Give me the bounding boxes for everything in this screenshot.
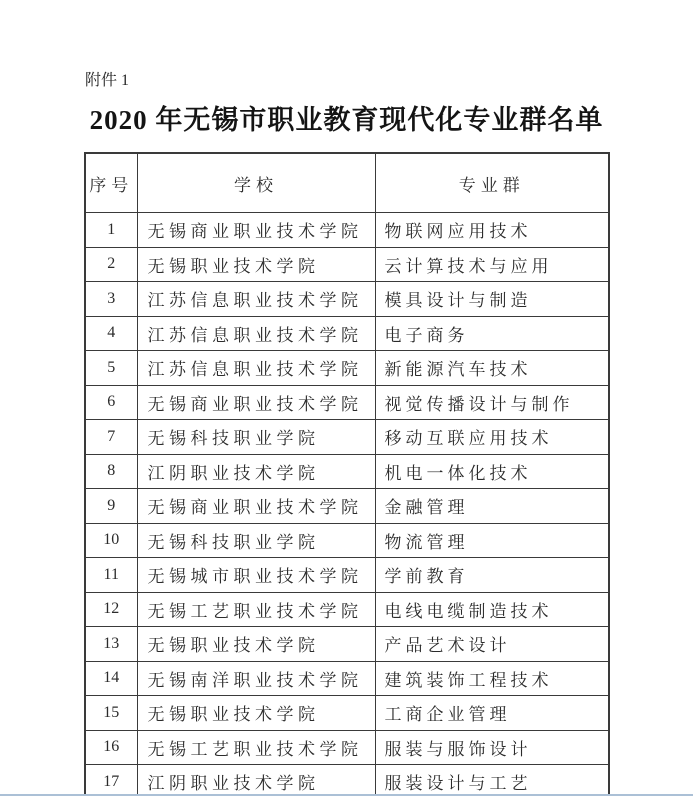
table-row <box>85 765 609 795</box>
row-index: 7 <box>85 420 137 455</box>
table-row <box>85 420 609 455</box>
group-name: 金融管理 <box>375 489 609 524</box>
table-row <box>85 730 609 765</box>
table-row <box>85 489 609 524</box>
table-row <box>85 558 609 593</box>
group-name: 物流管理 <box>375 523 609 558</box>
school-name: 无锡科技职业学院 <box>137 420 375 455</box>
row-index: 13 <box>85 627 137 662</box>
row-index: 6 <box>85 385 137 420</box>
column-header-index: 序号 <box>85 153 137 213</box>
school-name: 无锡职业技术学院 <box>137 627 375 662</box>
row-index: 5 <box>85 351 137 386</box>
group-name: 建筑装饰工程技术 <box>375 661 609 696</box>
school-name: 无锡南洋职业技术学院 <box>137 661 375 696</box>
row-index: 17 <box>85 765 137 795</box>
school-name: 无锡职业技术学院 <box>137 696 375 731</box>
table-row <box>85 247 609 282</box>
page-edge-line <box>0 794 693 796</box>
column-header-school: 学校 <box>137 153 375 213</box>
group-name: 云计算技术与应用 <box>375 247 609 282</box>
group-name: 电线电缆制造技术 <box>375 592 609 627</box>
school-name: 江苏信息职业技术学院 <box>137 282 375 317</box>
row-index: 14 <box>85 661 137 696</box>
row-index: 15 <box>85 696 137 731</box>
table-row <box>85 696 609 731</box>
row-index: 3 <box>85 282 137 317</box>
group-name: 服装与服饰设计 <box>375 730 609 765</box>
table-row <box>85 385 609 420</box>
school-name: 无锡工艺职业技术学院 <box>137 592 375 627</box>
row-index: 10 <box>85 523 137 558</box>
group-name: 新能源汽车技术 <box>375 351 609 386</box>
table-row <box>85 282 609 317</box>
group-name: 服装设计与工艺 <box>375 765 609 795</box>
row-index: 9 <box>85 489 137 524</box>
group-name: 视觉传播设计与制作 <box>375 385 609 420</box>
row-index: 2 <box>85 247 137 282</box>
group-name: 工商企业管理 <box>375 696 609 731</box>
table-row <box>85 627 609 662</box>
table-row <box>85 454 609 489</box>
school-name: 无锡城市职业技术学院 <box>137 558 375 593</box>
row-index: 16 <box>85 730 137 765</box>
row-index: 1 <box>85 213 137 248</box>
table-row <box>85 213 609 248</box>
table-header-row <box>85 153 609 213</box>
attachment-label: 附件 1 <box>85 72 130 89</box>
group-name: 移动互联应用技术 <box>375 420 609 455</box>
row-index: 11 <box>85 558 137 593</box>
table-row <box>85 523 609 558</box>
school-name: 无锡工艺职业技术学院 <box>137 730 375 765</box>
school-name: 无锡商业职业技术学院 <box>137 489 375 524</box>
page-title: 2020 年无锡市职业教育现代化专业群名单 <box>89 105 604 135</box>
school-name: 无锡商业职业技术学院 <box>137 213 375 248</box>
row-index: 8 <box>85 454 137 489</box>
group-name: 产品艺术设计 <box>375 627 609 662</box>
table-row <box>85 316 609 351</box>
group-name: 物联网应用技术 <box>375 213 609 248</box>
group-name: 模具设计与制造 <box>375 282 609 317</box>
table-container <box>84 152 614 794</box>
school-name: 无锡科技职业学院 <box>137 523 375 558</box>
table-row <box>85 592 609 627</box>
table-row <box>85 661 609 696</box>
school-name: 江苏信息职业技术学院 <box>137 351 375 386</box>
school-name: 江阴职业技术学院 <box>137 765 375 795</box>
group-name: 电子商务 <box>375 316 609 351</box>
group-name: 机电一体化技术 <box>375 454 609 489</box>
school-name: 无锡职业技术学院 <box>137 247 375 282</box>
column-header-group: 专业群 <box>375 153 609 213</box>
table-row <box>85 351 609 386</box>
school-name: 无锡商业职业技术学院 <box>137 385 375 420</box>
school-name: 江阴职业技术学院 <box>137 454 375 489</box>
group-name: 学前教育 <box>375 558 609 593</box>
professional-groups-table <box>84 152 610 794</box>
row-index: 12 <box>85 592 137 627</box>
row-index: 4 <box>85 316 137 351</box>
school-name: 江苏信息职业技术学院 <box>137 316 375 351</box>
